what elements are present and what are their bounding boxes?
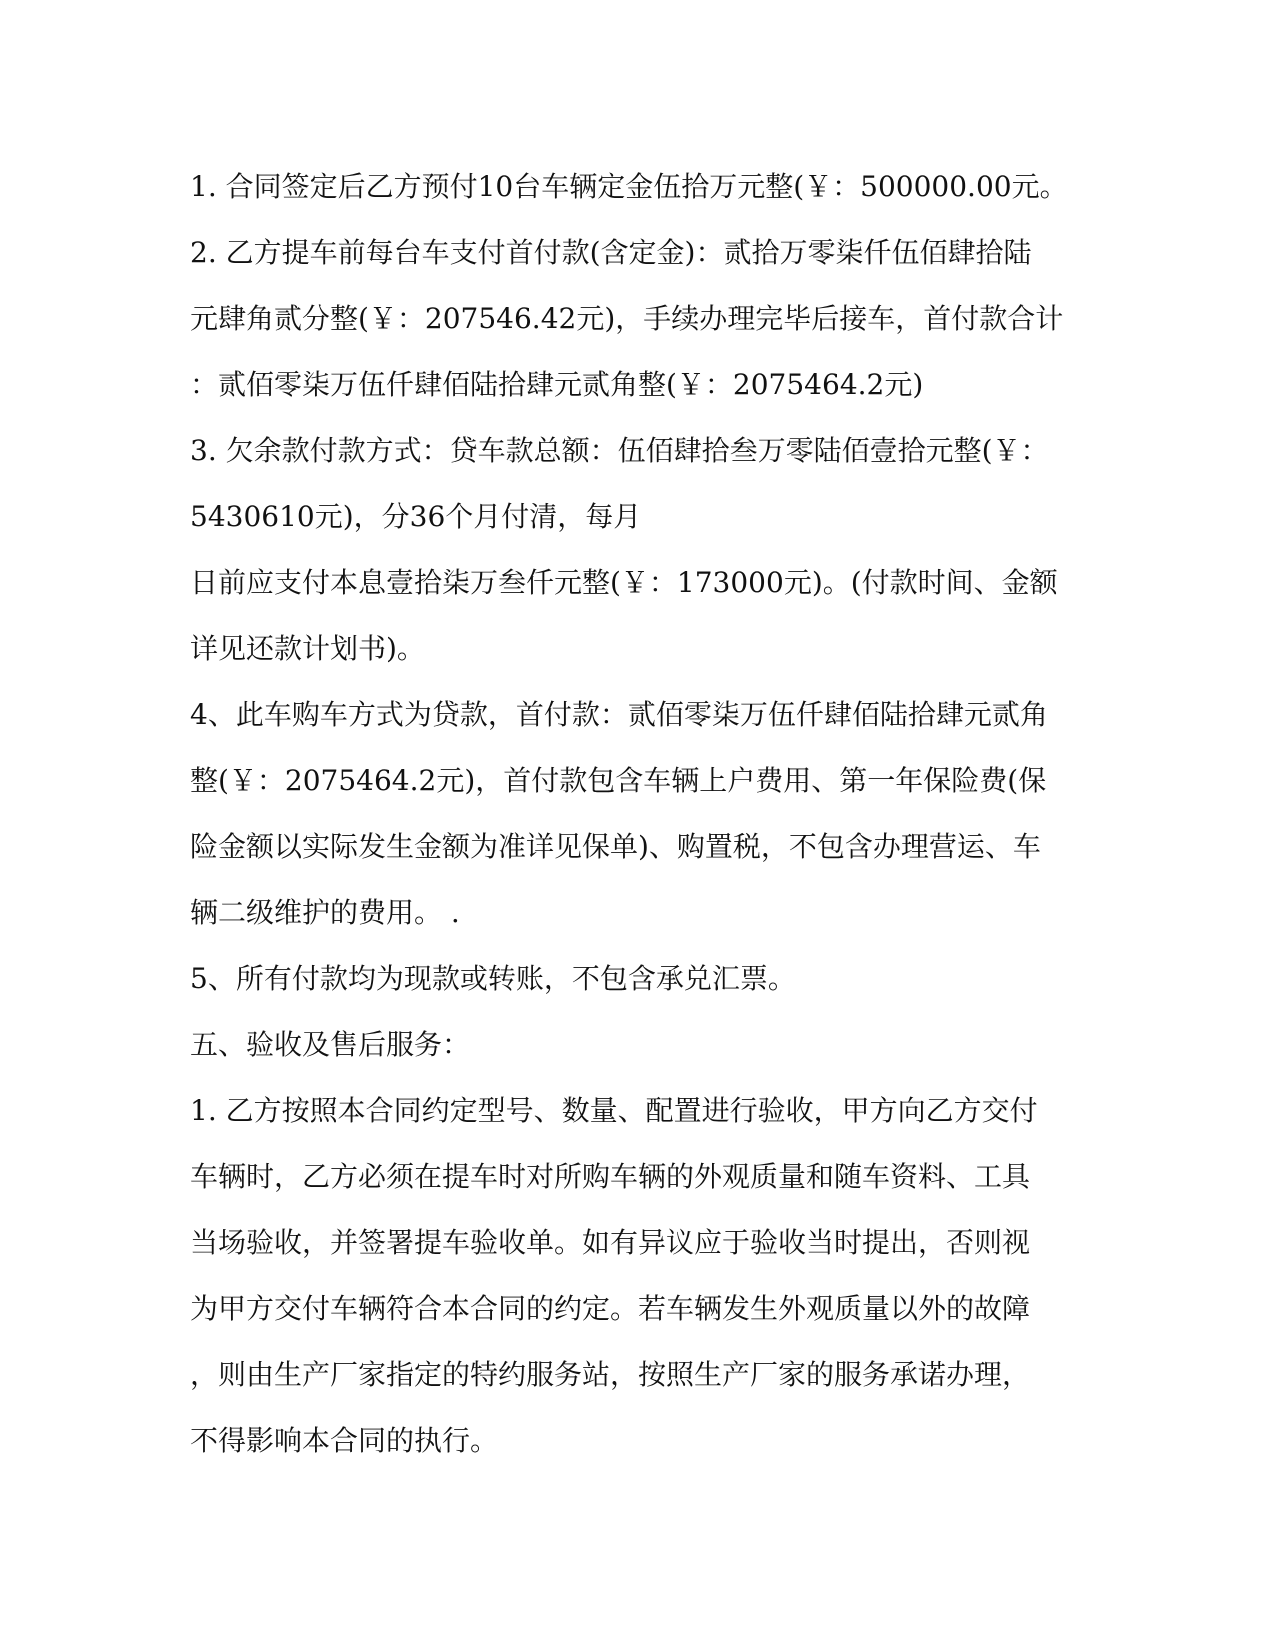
text-line: 详见还款计划书)。 bbox=[190, 632, 425, 665]
text-line: 1. 合同签定后乙方预付10台车辆定金伍拾万元整(￥：500000.00元。 bbox=[190, 170, 1068, 203]
text-line: 元肆角贰分整(￥：207546.42元)，手续办理完毕后接车，首付款合计 bbox=[190, 302, 1064, 335]
text-line: 日前应支付本息壹拾柒万叁仟元整(￥：173000元)。(付款时间、金额 bbox=[190, 566, 1058, 599]
text-line: 不得影响本合同的执行。 bbox=[190, 1424, 499, 1457]
text-line: 车辆时，乙方必须在提车时对所购车辆的外观质量和随车资料、工具 bbox=[190, 1160, 1031, 1193]
text-line: 1. 乙方按照本合同约定型号、数量、配置进行验收，甲方向乙方交付 bbox=[190, 1094, 1038, 1127]
text-line: ，则由生产厂家指定的特约服务站，按照生产厂家的服务承诺办理， bbox=[190, 1358, 1031, 1391]
text-line: 2. 乙方提车前每台车支付首付款(含定金)：贰拾万零柒仟伍佰肆拾陆 bbox=[190, 236, 1032, 269]
text-line: 5、所有付款均为现款或转账，不包含承兑汇票。 bbox=[190, 962, 796, 995]
text-line: ：贰佰零柒万伍仟肆佰陆拾肆元贰角整(￥：2075464.2元) bbox=[190, 368, 924, 401]
section-heading: 五、验收及售后服务： bbox=[190, 1028, 471, 1061]
text-line: 为甲方交付车辆符合本合同的约定。若车辆发生外观质量以外的故障 bbox=[190, 1292, 1031, 1325]
document-body bbox=[190, 162, 1085, 1482]
text-line: 辆二级维护的费用。 . bbox=[190, 896, 460, 929]
text-line: 险金额以实际发生金额为准详见保单)、购置税，不包含办理营运、车 bbox=[190, 830, 1041, 863]
text-line: 4、此车购车方式为贷款，首付款：贰佰零柒万伍仟肆佰陆拾肆元贰角 bbox=[190, 698, 1048, 731]
text-line: 3. 欠余款付款方式：贷车款总额：伍佰肆拾叁万零陆佰壹拾元整(￥： bbox=[190, 434, 1049, 467]
text-line: 整(￥：2075464.2元)，首付款包含车辆上户费用、第一年保险费(保 bbox=[190, 764, 1047, 797]
text-line: 5430610元)，分36个月付清，每月 bbox=[190, 500, 642, 533]
text-line: 当场验收，并签署提车验收单。如有异议应于验收当时提出，否则视 bbox=[190, 1226, 1031, 1259]
